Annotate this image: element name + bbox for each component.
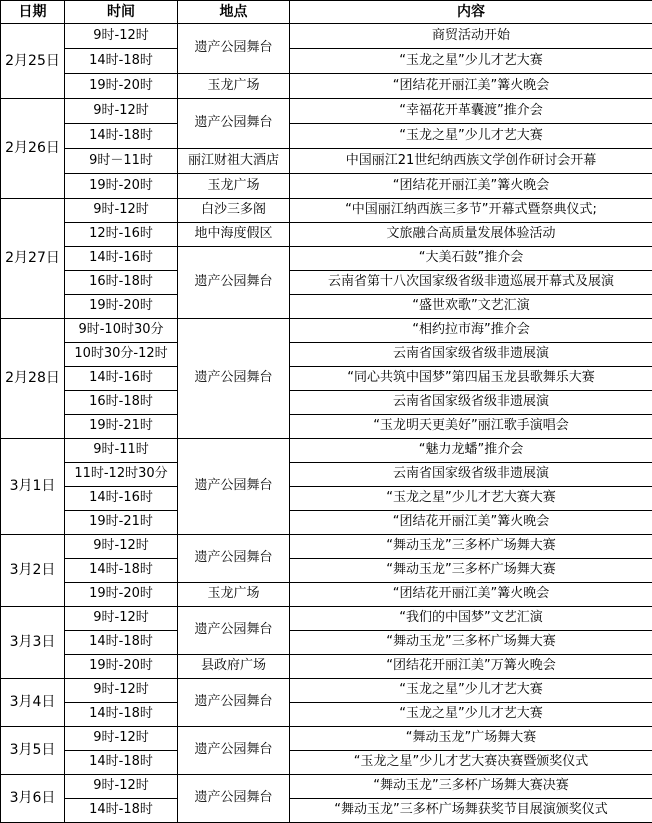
venue-cell: 遗产公园舞台 — [178, 24, 290, 74]
venue-cell: 白沙三多阁 — [178, 199, 290, 223]
table-row — [1, 535, 652, 559]
content-cell: “我们的中国梦”文艺汇演 — [290, 607, 652, 631]
content-cell: “玉龙之星”少儿才艺大赛 — [290, 679, 652, 703]
header-content: 内容 — [290, 1, 652, 24]
content-cell: “玉龙之星”少儿才艺大赛决赛暨颁奖仪式 — [290, 751, 652, 775]
content-cell: 云南省国家级省级非遗展演 — [290, 463, 652, 487]
time-cell: 16时-18时 — [65, 271, 178, 295]
content-cell: “舞动玉龙”广场舞大赛 — [290, 727, 652, 751]
table-row — [1, 583, 652, 607]
date-cell: 3月1日 — [1, 439, 65, 535]
venue-cell: 玉龙广场 — [178, 74, 290, 99]
time-cell: 9时-12时 — [65, 679, 178, 703]
table-row — [1, 49, 652, 74]
time-cell: 19时-20时 — [65, 295, 178, 319]
time-cell: 14时-18时 — [65, 751, 178, 775]
time-cell: 14时-18时 — [65, 631, 178, 655]
content-cell: “玉龙之星”少儿才艺大赛大赛 — [290, 487, 652, 511]
content-cell: “舞动玉龙”三多杯广场舞获奖节目展演颁奖仪式 — [290, 799, 652, 823]
time-cell: 10时30分-12时 — [65, 343, 178, 367]
venue-cell: 遗产公园舞台 — [178, 439, 290, 535]
time-cell: 14时-16时 — [65, 247, 178, 271]
venue-cell: 遗产公园舞台 — [178, 247, 290, 319]
venue-cell: 玉龙广场 — [178, 583, 290, 607]
content-cell: “舞动玉龙”三多杯广场舞大赛决赛 — [290, 775, 652, 799]
venue-cell: 地中海度假区 — [178, 223, 290, 247]
content-cell: “舞动玉龙”三多杯广场舞大赛 — [290, 535, 652, 559]
date-cell: 2月28日 — [1, 319, 65, 439]
time-cell: 9时-12时 — [65, 727, 178, 751]
table-row — [1, 124, 652, 149]
table-row — [1, 463, 652, 487]
table-row — [1, 74, 652, 99]
time-cell: 12时-16时 — [65, 223, 178, 247]
content-cell: 商贸活动开始 — [290, 24, 652, 49]
header-venue: 地点 — [178, 1, 290, 24]
header-date: 日期 — [1, 1, 65, 24]
table-row — [1, 511, 652, 535]
content-cell: “同心共筑中国梦”第四届玉龙县歌舞乐大赛 — [290, 367, 652, 391]
table-row — [1, 415, 652, 439]
time-cell: 14时-18时 — [65, 799, 178, 823]
table-row — [1, 271, 652, 295]
content-cell: “玉龙之星”少儿才艺大赛 — [290, 124, 652, 149]
table-row — [1, 391, 652, 415]
time-cell: 9时-11时 — [65, 439, 178, 463]
table-row — [1, 24, 652, 49]
content-cell: “舞动玉龙”三多杯广场舞大赛 — [290, 559, 652, 583]
content-cell: “盛世欢歌”文艺汇演 — [290, 295, 652, 319]
venue-cell: 遗产公园舞台 — [178, 319, 290, 439]
content-cell: 云南省国家级省级非遗展演 — [290, 391, 652, 415]
date-cell: 3月2日 — [1, 535, 65, 607]
table-row — [1, 247, 652, 271]
table-row — [1, 367, 652, 391]
time-cell: 14时-16时 — [65, 367, 178, 391]
content-cell: 云南省国家级省级非遗展演 — [290, 343, 652, 367]
venue-cell: 遗产公园舞台 — [178, 775, 290, 823]
date-cell: 2月26日 — [1, 99, 65, 199]
content-cell: “相约拉市海”推介会 — [290, 319, 652, 343]
time-cell: 9时-12时 — [65, 99, 178, 124]
date-cell: 3月4日 — [1, 679, 65, 727]
content-cell: 文旅融合高质量发展体验活动 — [290, 223, 652, 247]
content-cell: “舞动玉龙”三多杯广场舞大赛 — [290, 631, 652, 655]
table-row — [1, 607, 652, 631]
time-cell: 16时-18时 — [65, 391, 178, 415]
time-cell: 19时-20时 — [65, 174, 178, 199]
time-cell: 9时-12时 — [65, 199, 178, 223]
table-row — [1, 199, 652, 223]
table-row — [1, 679, 652, 703]
time-cell: 14时-18时 — [65, 703, 178, 727]
content-cell: “幸福花开革囊渡”推介会 — [290, 99, 652, 124]
venue-cell: 遗产公园舞台 — [178, 99, 290, 149]
time-cell: 9时-12时 — [65, 24, 178, 49]
time-cell: 11时-12时30分 — [65, 463, 178, 487]
time-cell: 19时-20时 — [65, 655, 178, 679]
time-cell: 9时－11时 — [65, 149, 178, 174]
time-cell: 9时-12时 — [65, 535, 178, 559]
table-row — [1, 343, 652, 367]
date-cell: 3月5日 — [1, 727, 65, 775]
date-cell: 3月3日 — [1, 607, 65, 679]
table-row — [1, 149, 652, 174]
content-cell: “玉龙之星”少儿才艺大赛 — [290, 49, 652, 74]
date-cell: 2月27日 — [1, 199, 65, 319]
content-cell: “团结花开丽江美”万篝火晚会 — [290, 655, 652, 679]
time-cell: 14时-18时 — [65, 559, 178, 583]
table-row — [1, 631, 652, 655]
time-cell: 9时-10时30分 — [65, 319, 178, 343]
table-row — [1, 295, 652, 319]
schedule-body — [1, 24, 652, 823]
table-row — [1, 319, 652, 343]
content-cell: “团结花开丽江美”篝火晚会 — [290, 74, 652, 99]
table-row — [1, 775, 652, 799]
venue-cell: 丽江财祖大酒店 — [178, 149, 290, 174]
table-row — [1, 559, 652, 583]
content-cell: “大美石鼓”推介会 — [290, 247, 652, 271]
content-cell: “团结花开丽江美”篝火晚会 — [290, 583, 652, 607]
table-row — [1, 487, 652, 511]
content-cell: “魅力龙蟠”推介会 — [290, 439, 652, 463]
content-cell: “团结花开丽江美”篝火晚会 — [290, 511, 652, 535]
time-cell: 14时-18时 — [65, 49, 178, 74]
table-row — [1, 703, 652, 727]
venue-cell: 遗产公园舞台 — [178, 679, 290, 727]
content-cell: “玉龙明天更美好”丽江歌手演唱会 — [290, 415, 652, 439]
time-cell: 14时-18时 — [65, 124, 178, 149]
table-row — [1, 727, 652, 751]
table-row — [1, 751, 652, 775]
content-cell: “团结花开丽江美”篝火晚会 — [290, 174, 652, 199]
time-cell: 19时-21时 — [65, 415, 178, 439]
time-cell: 19时-20时 — [65, 583, 178, 607]
content-cell: “玉龙之星”少儿才艺大赛 — [290, 703, 652, 727]
header-time: 时间 — [65, 1, 178, 24]
time-cell: 14时-16时 — [65, 487, 178, 511]
content-cell: 云南省第十八次国家级省级非遗巡展开幕式及展演 — [290, 271, 652, 295]
time-cell: 9时-12时 — [65, 775, 178, 799]
venue-cell: 玉龙广场 — [178, 174, 290, 199]
table-row — [1, 655, 652, 679]
date-cell: 3月6日 — [1, 775, 65, 823]
table-row — [1, 439, 652, 463]
time-cell: 19时-20时 — [65, 74, 178, 99]
table-row — [1, 99, 652, 124]
time-cell: 9时-12时 — [65, 607, 178, 631]
date-cell: 2月25日 — [1, 24, 65, 99]
venue-cell: 县政府广场 — [178, 655, 290, 679]
venue-cell: 遗产公园舞台 — [178, 535, 290, 583]
content-cell: 中国丽江21世纪纳西族文学创作研讨会开幕 — [290, 149, 652, 174]
venue-cell: 遗产公园舞台 — [178, 607, 290, 655]
table-row — [1, 223, 652, 247]
time-cell: 19时-21时 — [65, 511, 178, 535]
content-cell: “中国丽江纳西族三多节”开幕式暨祭典仪式; — [290, 199, 652, 223]
table-row — [1, 174, 652, 199]
venue-cell: 遗产公园舞台 — [178, 727, 290, 775]
header-row — [1, 1, 652, 24]
